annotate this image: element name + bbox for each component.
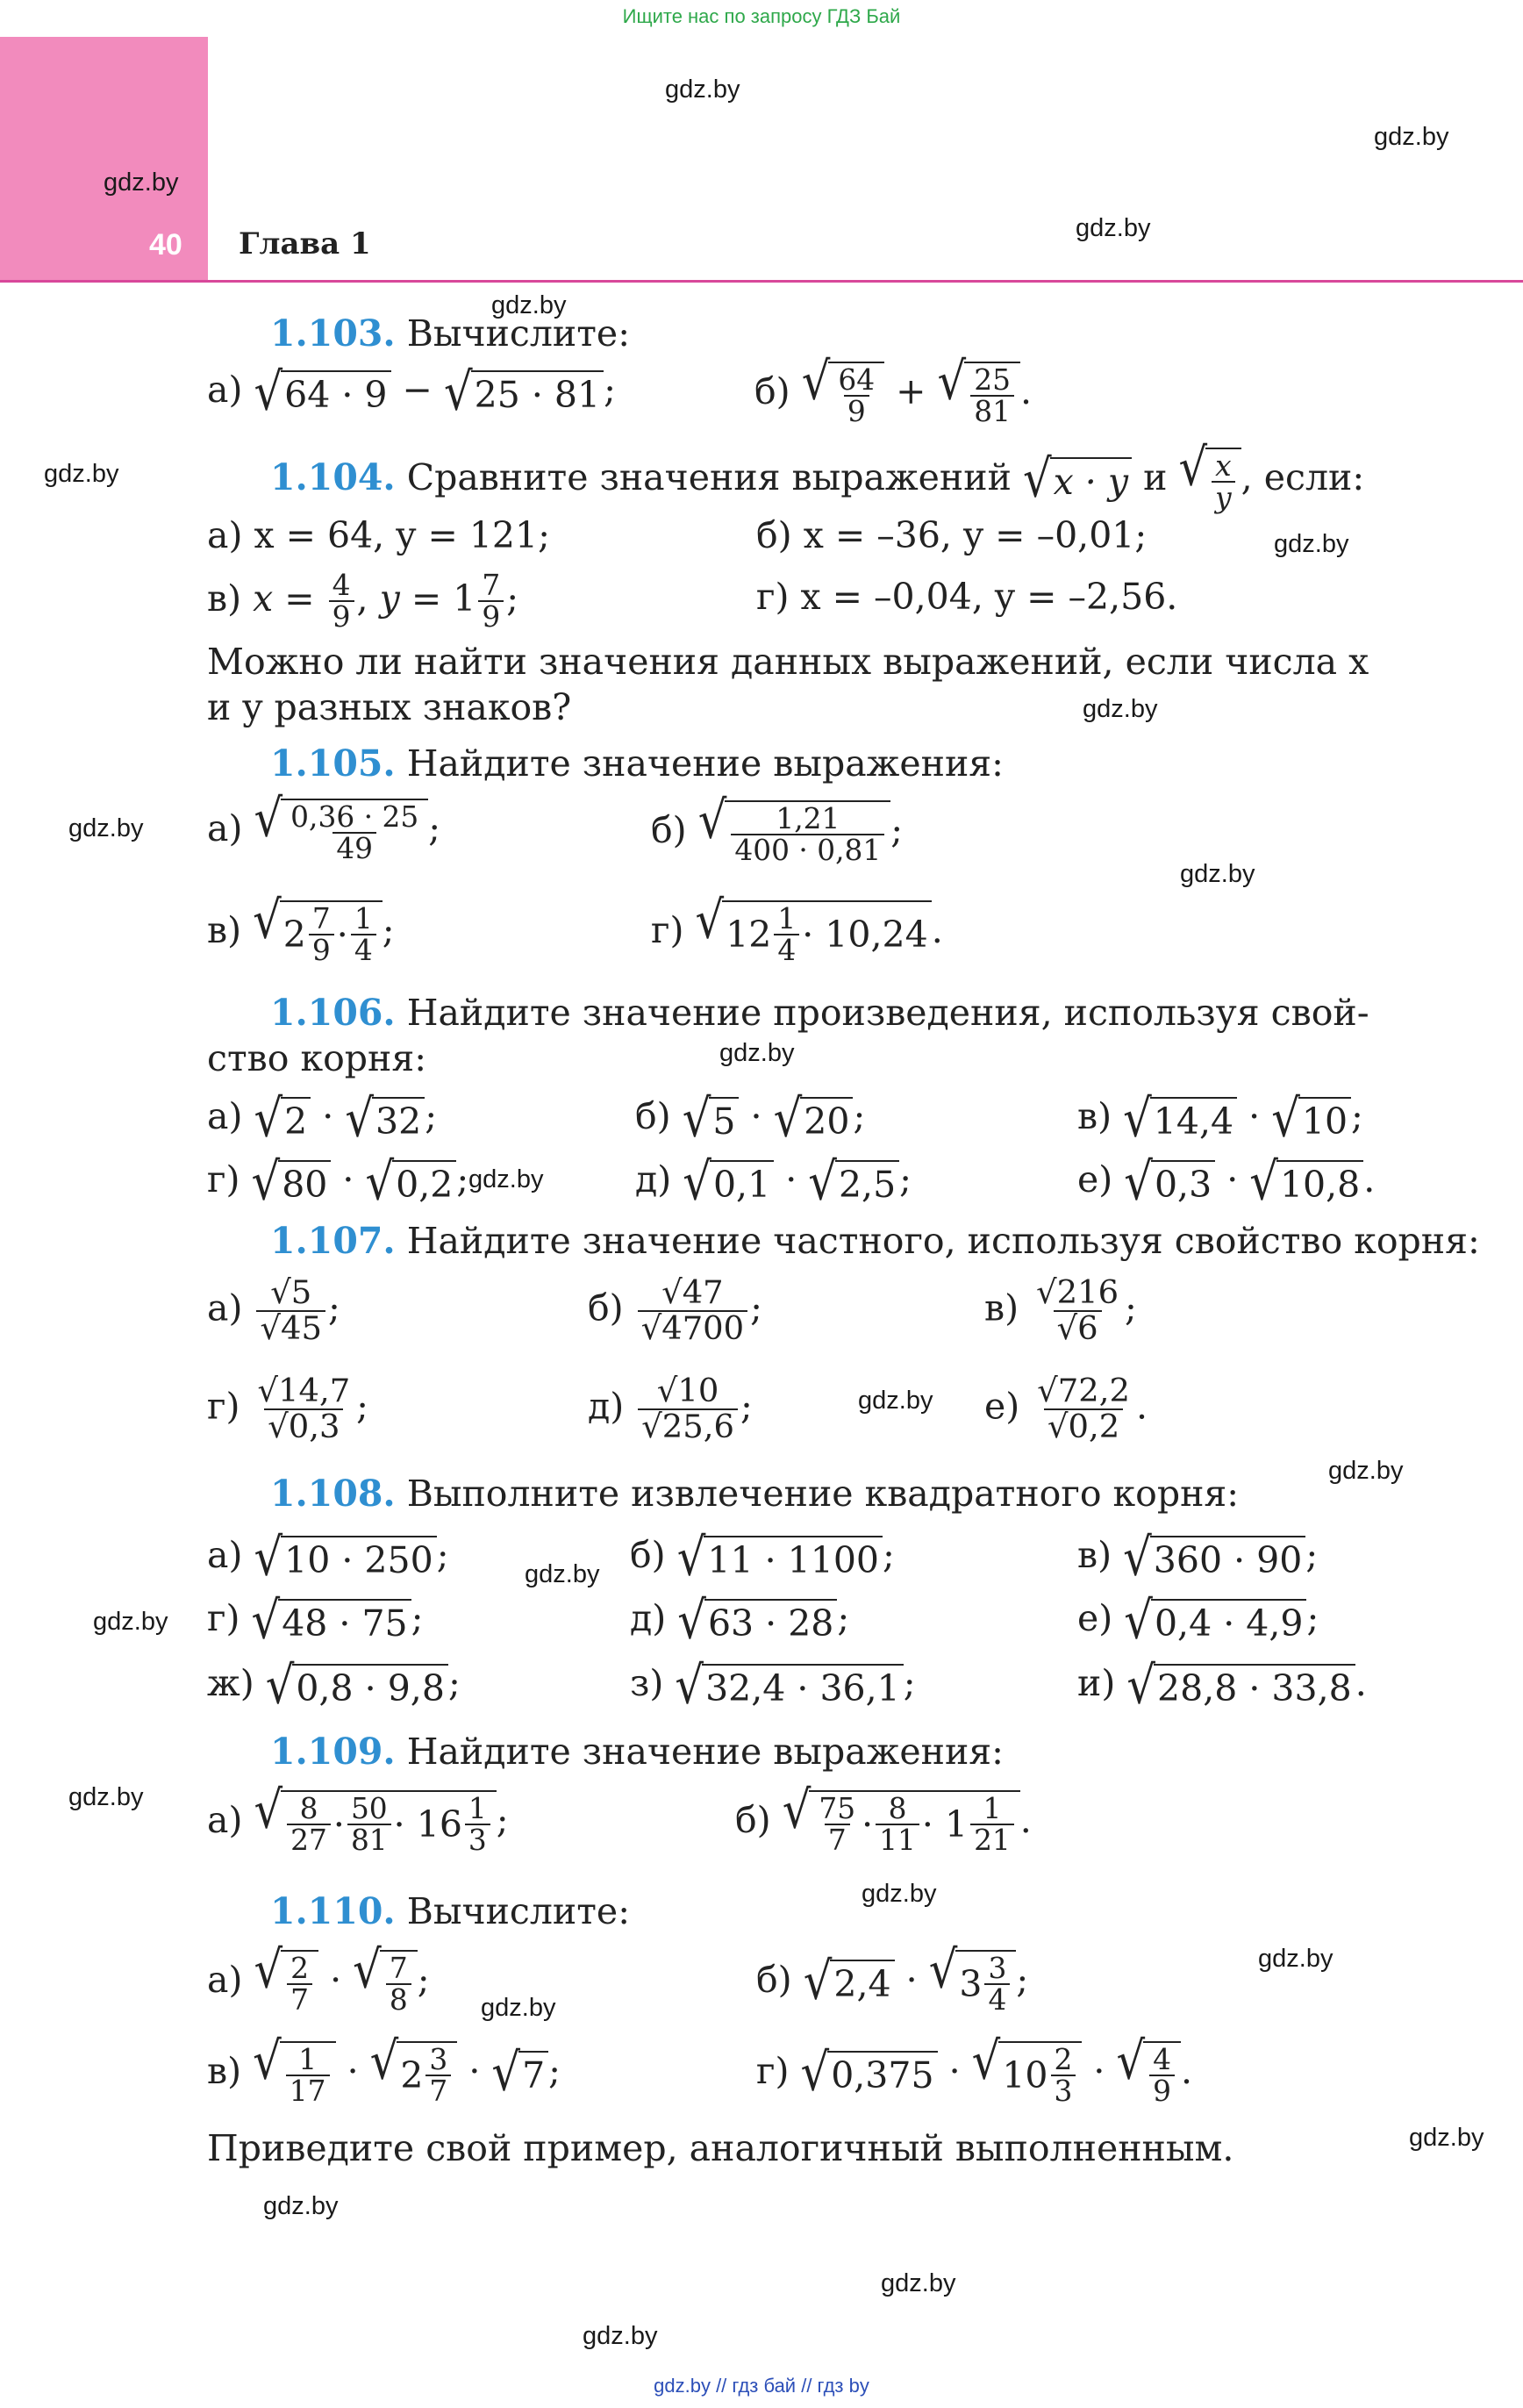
watermark: gdz.by [93,1608,168,1636]
task-1-104-c: в) x = $\frac{4}{9}$ , y = 1 $\frac{7}{9}$ ; [207,569,519,634]
watermark: gdz.by [1374,123,1449,151]
task-1-107-d: г) $\frac{√14,7}{√0,3}$ ; [207,1372,368,1445]
task-1-107-c: в) $\frac{√216}{√6}$ ; [984,1273,1137,1347]
watermark: gdz.by [263,2192,339,2220]
task-1-108-f: е) √ 0,4 · 4,9 ; [1077,1589,1319,1651]
task-1-106-f: е) √ 0,3 · √ 10,8 . [1077,1150,1376,1212]
task-1-104-heading: 1.104. Сравните значения выражений √ x · y и √ $\frac{x}{y}$ , если: [270,437,1365,515]
watermark: gdz.by [1328,1457,1404,1485]
task-1-106-e: д) √ 0,1 · √ 2,5 ; [635,1150,912,1212]
task-1-110-c: в) √ $\frac{1}{17}$ · √ 2 $\frac{3}{7}$ · √ 7 ; [207,2031,561,2109]
watermark: gdz.by [481,1994,556,2022]
task-1-104-a: а) x = 64, y = 121; [207,514,550,556]
watermark: gdz.by [862,1880,937,1908]
watermark: gdz.by [1076,214,1151,242]
task-1-106-heading-line2: ство корня: [207,1037,427,1079]
task-1-106-b: б) √ 5 · √ 20 ; [635,1087,866,1149]
chapter-title: Глава 1 [239,226,371,262]
task-1-108-d: г) √ 48 · 75 ; [207,1589,424,1651]
watermark: gdz.by [1409,2124,1484,2152]
task-1-106-heading: 1.106. Найдите значение произведения, используя свой- [270,992,1369,1034]
task-1-110-heading: 1.110. Вычислите: [270,1890,631,1932]
task-1-103-heading: 1.103. Вычислите: [270,312,631,355]
watermark: gdz.by [68,814,144,842]
task-1-108-i: и) √ 28,8 · 33,8 . [1077,1654,1367,1716]
task-1-104-question-line1: Можно ли найти значения данных выражений, если числа x [207,641,1369,683]
task-1-104-d: г) x = –0,04, y = –2,56. [756,576,1178,618]
watermark: gdz.by [881,2269,956,2297]
task-1-105-b: б) √ $\frac{1,21}{400 \cdot 0,81}$ ; [651,790,904,868]
watermark: gdz.by [468,1165,544,1193]
page-number: 40 [149,228,182,262]
task-1-109-heading: 1.109. Найдите значение выражения: [270,1731,1004,1773]
watermark: gdz.by [525,1560,600,1588]
watermark: gdz.by [1258,1945,1334,1973]
task-1-105-a: а) √ $\frac{0,36 \cdot 25}{49}$ ; [207,788,441,866]
watermark: gdz.by [665,75,740,104]
task-1-104-question-line2: и y разных знаков? [207,686,572,728]
task-1-108-b: б) √ 11 · 1100 ; [630,1526,895,1587]
task-1-106-c: в) √ 14,4 · √ 10 ; [1077,1087,1363,1149]
watermark: gdz.by [68,1783,144,1811]
task-1-108-heading: 1.108. Выполните извлечение квадратного корня: [270,1473,1240,1515]
task-1-107-e: д) $\frac{√10}{√25,6}$ ; [588,1372,753,1445]
task-1-108-h: з) √ 32,4 · 36,1 ; [630,1654,916,1716]
task-1-109-a: а) √ $\frac{8}{27}$ · $\frac{50}{81}$ · 16 $\frac{1}{3}$ ; [207,1780,509,1858]
task-1-105-d: г) √ 12 $\frac{1}{4}$ · 10,24 . [651,890,943,968]
task-1-104-b: б) x = –36, y = –0,01; [756,514,1148,556]
task-1-110-b: б) √ 2,4 · √ 3 $\frac{3}{4}$ ; [756,1939,1029,2017]
top-link[interactable]: Ищите нас по запросу ГДЗ Бай [622,5,901,27]
watermark: gdz.by [44,460,119,488]
task-1-110-footer: Приведите свой пример, аналогичный выполненным. [207,2127,1234,2169]
task-1-108-g: ж) √ 0,8 · 9,8 ; [207,1654,461,1716]
header-rule [0,280,1523,283]
watermark: gdz.by [104,168,179,197]
bottom-links[interactable]: gdz.by // гдз бай // гдз by [654,2375,869,2397]
task-1-106-d: г) √ 80 · √ 0,2 ; [207,1150,469,1212]
watermark: gdz.by [583,2322,658,2350]
task-1-110-a: а) √ $\frac{2}{7}$ · √ $\frac{7}{8}$ ; [207,1939,430,2017]
task-1-106-a: а) √ 2 · √ 32 ; [207,1087,438,1149]
task-1-107-b: б) $\frac{√47}{√4700}$ ; [588,1273,762,1347]
task-1-108-e: д) √ 63 · 28 ; [630,1589,850,1651]
task-1-103-a: а) √ 64 · 9 − √ 25 · 81 ; [207,361,616,422]
task-1-108-c: в) √ 360 · 90 ; [1077,1526,1319,1587]
task-1-107-f: е) $\frac{√72,2}{√0,2}$ . [984,1372,1148,1445]
task-1-107-a: а) $\frac{√5}{√45}$ ; [207,1273,340,1347]
watermark: gdz.by [1274,530,1349,558]
task-1-108-a: а) √ 10 · 250 ; [207,1526,449,1587]
task-1-105-heading: 1.105. Найдите значение выражения: [270,742,1004,785]
watermark: gdz.by [1083,695,1158,723]
task-1-107-heading: 1.107. Найдите значение частного, используя свойство корня: [270,1220,1480,1262]
task-1-103-b: б) √ $\frac{64}{9}$ + √ $\frac{25}{81}$ . [754,351,1032,429]
watermark: gdz.by [858,1387,933,1415]
task-1-109-b: б) √ $\frac{75}{7}$ · $\frac{8}{11}$ · 1 $\frac{1}{21}$ . [735,1780,1032,1858]
task-1-110-d: г) √ 0,375 · √ 10 $\frac{2}{3}$ · √ $\frac{4}{9}$ . [756,2031,1193,2109]
watermark: gdz.by [719,1039,795,1067]
watermark: gdz.by [1180,860,1255,888]
watermark: gdz.by [491,291,567,319]
task-1-105-c: в) √ 2 $\frac{7}{9}$ · $\frac{1}{4}$ ; [207,890,395,968]
